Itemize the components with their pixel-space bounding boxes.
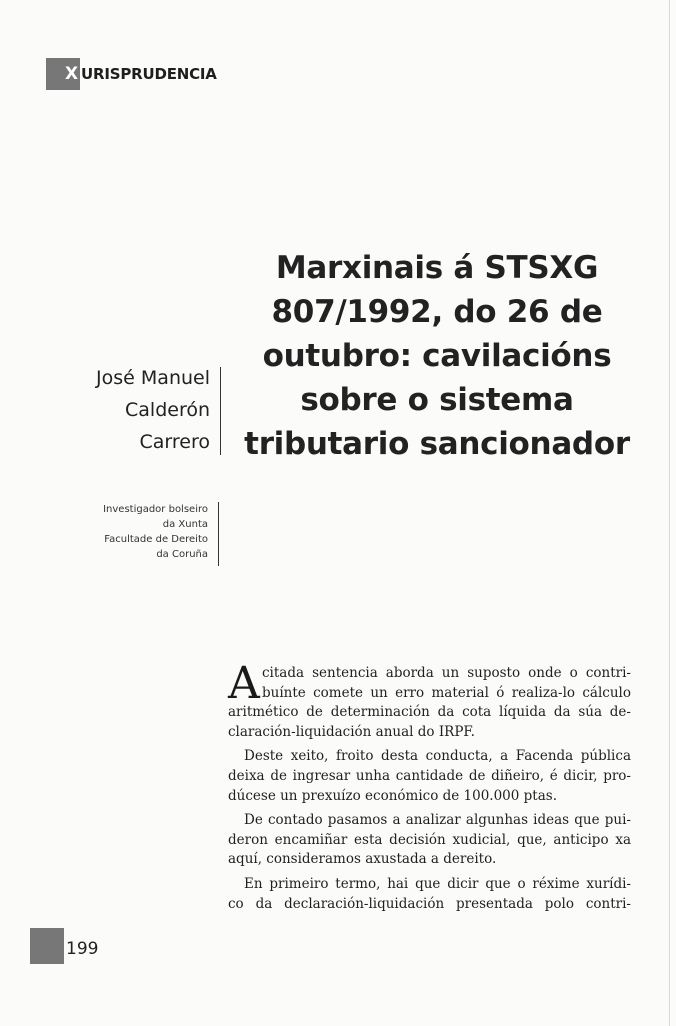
body-line: aquí, consideramos axustada a dereito. [228,851,497,868]
body-line: co da declaración-liquidación presentada polo contri- [228,895,631,912]
affiliation-divider [218,502,219,566]
author-line: Carrero [139,431,210,453]
page-number-marker [30,928,64,964]
paragraph [228,811,631,870]
paragraph [228,747,631,806]
title-line: tributario sancionador [244,426,630,462]
author-line: José Manuel [96,367,210,389]
body-line: dúcese un prexuízo económico de 100.000 ptas. [228,787,557,804]
affiliation-line: da Coruña [156,549,208,560]
page-edge [669,0,670,1026]
author-divider [220,367,221,455]
body-line: En primeiro termo, hai que dicir que o réxime xurídi- [244,875,631,892]
body-line: Deste xeito, froito desta conducta, a Facenda pública [244,748,631,765]
title-line: sobre o sistema [300,382,574,418]
body-line: deixa de ingresar unha cantidade de diñeiro, é dicir, pro- [228,767,631,784]
body-line: De contado pasamos a analizar algunhas ideas que pui- [244,812,631,829]
paragraph [228,875,631,914]
body-line: aritmético de determinación da cota líquida da súa de- [228,704,631,721]
title-line: outubro: cavilacións [262,338,612,374]
section-label: URISPRUDENCIA [81,65,217,83]
body-line: citada sentencia aborda un suposto onde o contri- [262,665,631,681]
page-number: 199 [66,939,99,959]
paragraph [228,658,631,742]
article-title [228,246,646,466]
affiliation-line: Facultade de Dereito [104,534,208,545]
title-line: Marxinais á STSXG [275,250,599,286]
body-line: deron encamiñar esta decisión xudicial, que, anticipo xa [228,831,631,848]
affiliation-line: Investigador bolseiro [103,504,208,515]
section-initial: X [65,64,79,84]
affiliation-line: da Xunta [162,519,208,530]
author-affiliation [50,502,208,562]
author-line: Calderón [125,399,210,421]
drop-cap: A [228,658,260,709]
title-line: 807/1992, do 26 de [271,294,603,330]
body-line: claración-liquidación anual do IRPF. [228,723,475,740]
article-body [228,658,631,919]
body-line: buínte comete un erro material ó realiza-lo cálculo [262,684,631,701]
author-name [40,362,210,458]
